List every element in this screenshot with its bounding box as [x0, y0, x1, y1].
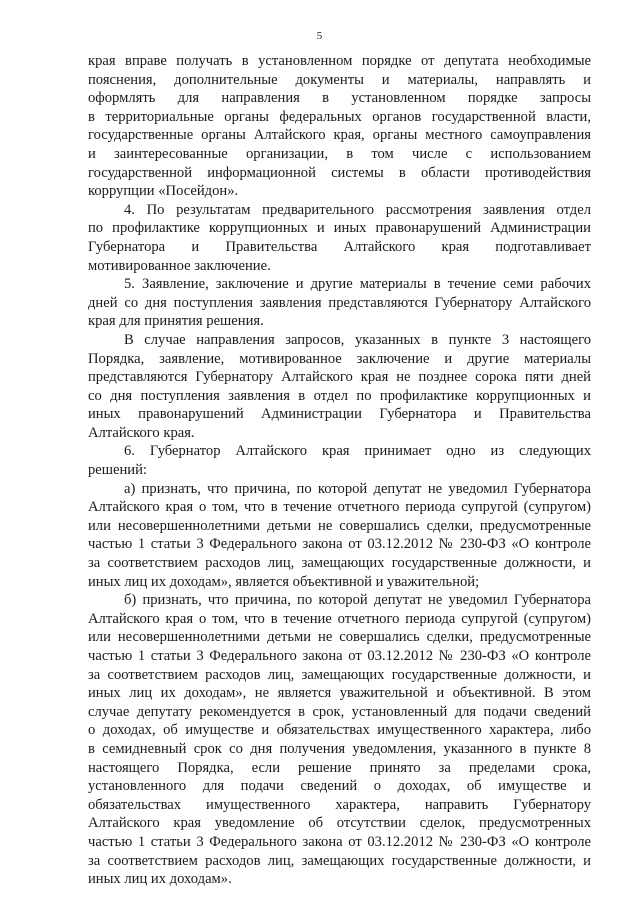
text-line: Губернатора и Правительства Алтайского края подготавливает [88, 238, 591, 255]
text-line: представляются Губернатору Алтайского края не позднее сорока пяти дней [88, 369, 591, 386]
text-line: иных лиц их доходам». [88, 871, 232, 888]
text-line: частью 1 статьи 3 Федерального закона от 03.12.2012 № 230-ФЗ «О контроле [88, 536, 591, 553]
text-line: случае депутату рекомендуется в срок, установленный для подачи сведений [88, 703, 591, 720]
text-line: края вправе получать в установленном порядке от депутата необходимые [88, 53, 591, 69]
text-line: края для принятия решения. [88, 313, 264, 330]
text-line: решений: [88, 462, 147, 479]
text-line: пояснения, дополнительные документы и материалы, направлять и [88, 71, 591, 88]
paragraph-item-4 [88, 201, 591, 275]
paragraph-item-6a [88, 480, 591, 592]
text-line: дней со дня поступления заявления представляются Губернатору Алтайского [88, 294, 591, 311]
text-line: иных лиц их доходам», является объективной и уважительной; [88, 573, 480, 590]
text-line: коррупции «Посейдон». [88, 183, 239, 200]
text-line: Алтайского края о том, что в течение отчетного периода супругой (супругом) [88, 499, 591, 516]
paragraph-item-5-requests [88, 331, 591, 443]
text-line: В случае направления запросов, указанных в пункте 3 настоящего [124, 331, 591, 348]
text-line: за соответствием расходов лиц, замещающих государственные должности, и [88, 852, 591, 869]
text-line: за соответствием расходов лиц, замещающих государственные должности, и [88, 666, 591, 683]
text-line: 6. Губернатор Алтайского края принимает одно из следующих [124, 443, 591, 460]
document-body [88, 52, 591, 889]
text-line: мотивированное заключение. [88, 257, 271, 274]
text-line: о доходах, об имуществе и обязательствах имущественного характера, либо [88, 722, 591, 739]
text-line: за соответствием расходов лиц, замещающих государственные должности, и [88, 555, 591, 572]
text-line: государственные органы Алтайского края, органы местного самоуправления [88, 127, 591, 144]
paragraph-continuation [88, 52, 591, 201]
text-line: установленного для подачи сведений о доходах, об имуществе и [88, 778, 591, 795]
text-line: или несовершеннолетними детьми не совершались сделки, предусмотренные [88, 629, 591, 646]
text-line: Алтайского края. [88, 424, 195, 441]
text-line: иных правонарушений Администрации Губернатора и Правительства [88, 406, 591, 423]
text-line: обязательствах имущественного характера, направить Губернатору [88, 796, 591, 813]
text-line: иных лиц их доходам», не является уважительной и объективной. В этом [88, 685, 591, 702]
text-line: Алтайского края о том, что в течение отчетного периода супругой (супругом) [88, 610, 591, 627]
text-line: оформлять для направления в установленном порядке запросы [88, 90, 591, 107]
text-line: Алтайского края уведомление об отсутствии сделок, предусмотренных [88, 815, 591, 832]
text-line: Порядка, заявление, мотивированное заключение и другие материалы [88, 350, 591, 367]
text-line: частью 1 статьи 3 Федерального закона от 03.12.2012 № 230-ФЗ «О контроле [88, 648, 591, 664]
paragraph-item-6 [88, 442, 591, 479]
text-line: в семидневный срок со дня получения уведомления, указанного в пункте 8 [88, 740, 591, 757]
text-line: а) признать, что причина, по которой депутат не уведомил Губернатора [124, 480, 591, 497]
text-line: 5. Заявление, заключение и другие материалы в течение семи рабочих [124, 276, 591, 293]
text-line: по профилактике коррупционных и иных правонарушений Администрации [88, 220, 591, 237]
text-line: настоящего Порядка, если решение принято за пределами срока, [88, 759, 591, 776]
text-line: частью 1 статьи 3 Федерального закона от 03.12.2012 № 230-ФЗ «О контроле [88, 833, 591, 850]
text-line: 4. По результатам предварительного рассмотрения заявления отдел [124, 201, 591, 218]
text-line: или несовершеннолетними детьми не совершались сделки, предусмотренные [88, 517, 591, 534]
text-line: б) признать, что причина, по которой депутат не уведомил Губернатора [124, 592, 591, 609]
text-line: в территориальные органы федеральных органов государственной власти, [88, 108, 591, 125]
text-line: и заинтересованные организации, в том числе с использованием [88, 145, 591, 162]
text-line: со дня поступления заявления в отдел по профилактике коррупционных и [88, 387, 591, 404]
paragraph-item-5 [88, 275, 591, 331]
paragraph-item-6b [88, 591, 591, 889]
text-line: государственной информационной системы в области противодействия [88, 164, 591, 181]
page-number: 5 [316, 30, 323, 42]
